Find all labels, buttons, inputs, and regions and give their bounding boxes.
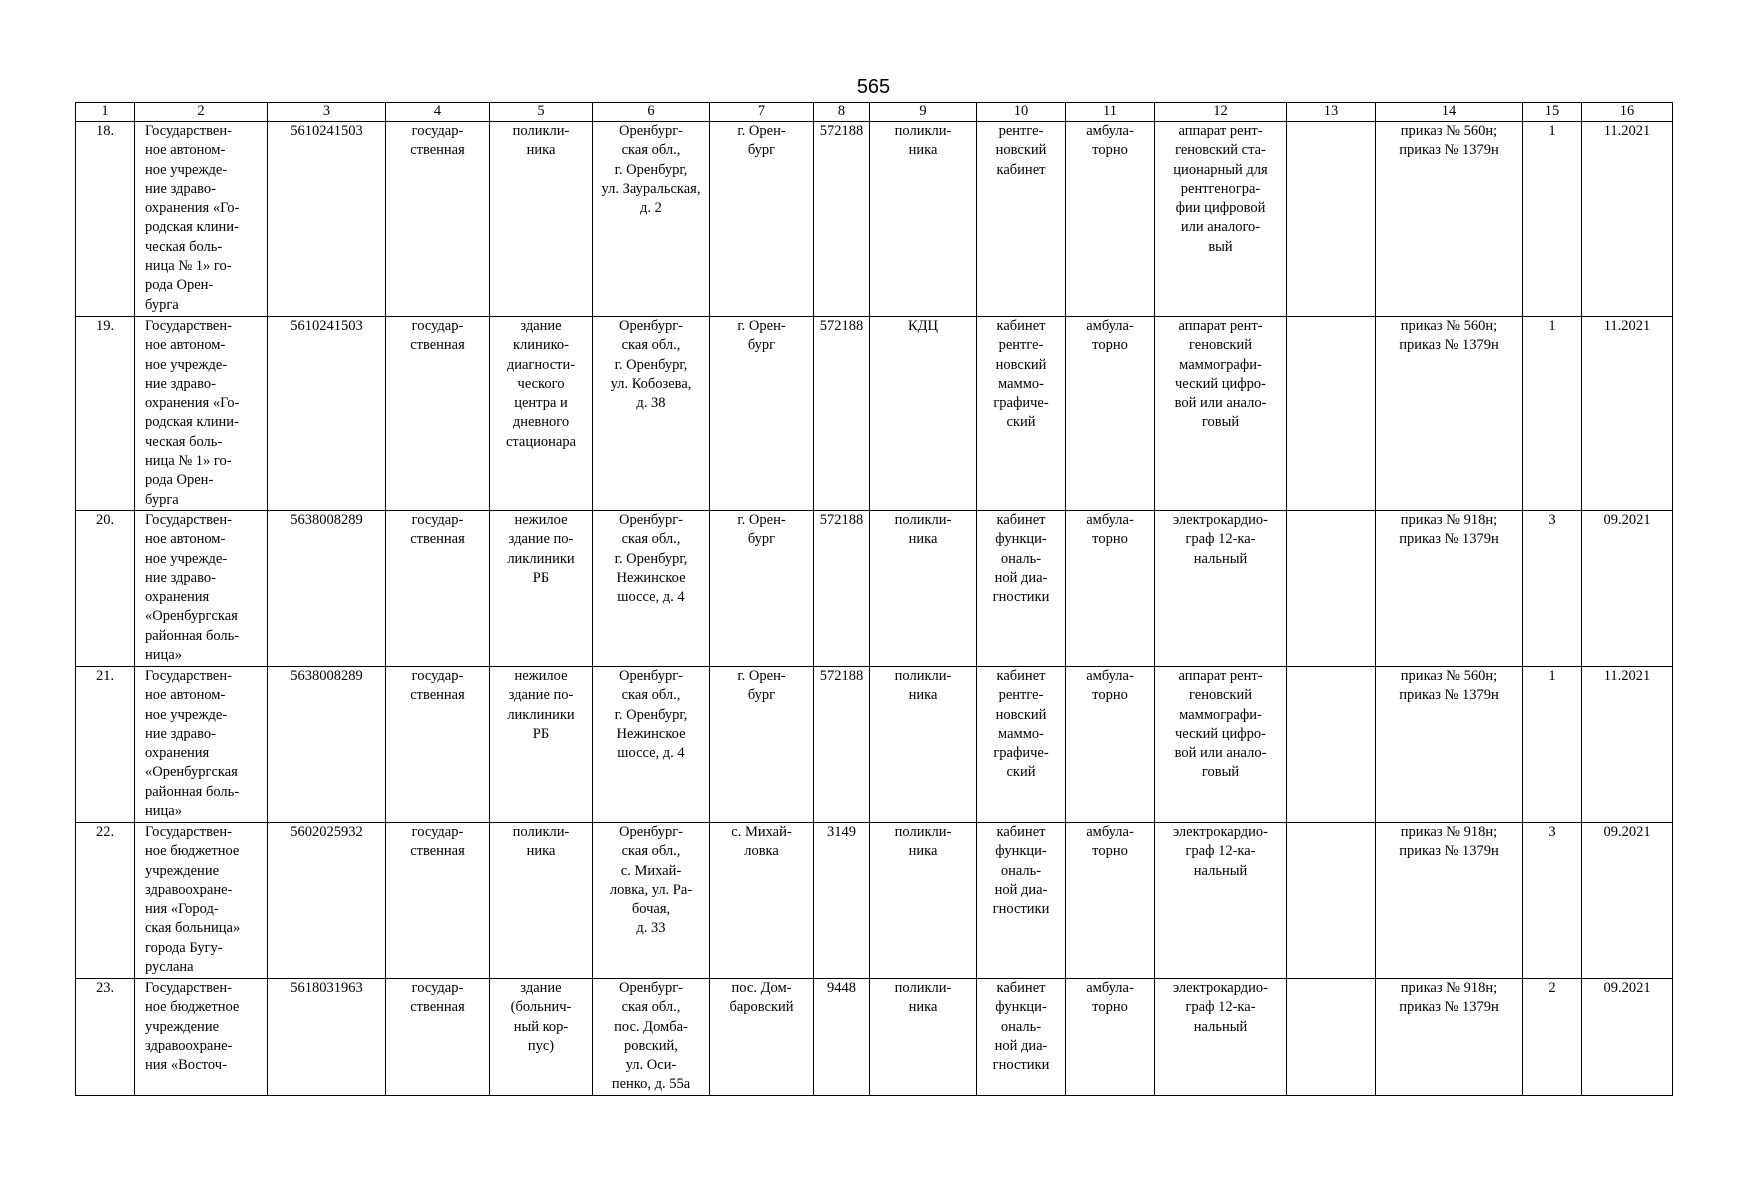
room: кабинет рентге- новский маммо- графиче- ский (977, 317, 1066, 511)
column-header: 9 (870, 103, 977, 122)
room: кабинет функци- ональ- ной диа- гностики (977, 511, 1066, 667)
settlement: пос. Дом- баровский (710, 979, 814, 1096)
building: нежилое здание по- ликлиники РБ (490, 511, 593, 667)
unit: КДЦ (870, 317, 977, 511)
column-header: 2 (135, 103, 268, 122)
settlement: г. Орен- бург (710, 667, 814, 823)
column-header: 13 (1287, 103, 1376, 122)
address: Оренбург- ская обл., с. Михай- ловка, ул. Ра- бочая, д. 33 (593, 823, 710, 979)
column-13-cell (1287, 667, 1376, 823)
unit: поликли- ника (870, 979, 977, 1096)
ownership: государ- ственная (386, 979, 490, 1096)
organization-name: Государствен- ное автоном- ное учрежде- ние здраво- охранения «Го- родская клини- ческая боль- ница № 1» го- рода Орен- бурга (135, 122, 268, 317)
date: 11.2021 (1582, 317, 1673, 511)
address: Оренбург- ская обл., г. Оренбург, ул. Зауральская, д. 2 (593, 122, 710, 317)
equipment: аппарат рент- геновский маммографи- ческий цифро- вой или анало- говый (1155, 667, 1287, 823)
table-row (76, 122, 1673, 317)
population: 572188 (814, 122, 870, 317)
organization-name: Государствен- ное бюджетное учреждение здравоохране- ния «Восточ- (135, 979, 268, 1096)
building: здание (больнич- ный кор- пус) (490, 979, 593, 1096)
quantity: 2 (1523, 979, 1582, 1096)
population: 572188 (814, 667, 870, 823)
building: поликли- ника (490, 122, 593, 317)
orders: приказ № 918н; приказ № 1379н (1376, 823, 1523, 979)
column-header: 12 (1155, 103, 1287, 122)
equipment: электрокардио- граф 12-ка- нальный (1155, 979, 1287, 1096)
settlement: г. Орен- бург (710, 511, 814, 667)
address: Оренбург- ская обл., г. Оренбург, Нежинское шоссе, д. 4 (593, 511, 710, 667)
room: кабинет рентге- новский маммо- графиче- ский (977, 667, 1066, 823)
column-header: 4 (386, 103, 490, 122)
address: Оренбург- ская обл., г. Оренбург, ул. Кобозева, д. 38 (593, 317, 710, 511)
ownership: государ- ственная (386, 667, 490, 823)
building: нежилое здание по- ликлиники РБ (490, 667, 593, 823)
equipment: аппарат рент- геновский ста- ционарный для рентгеногра- фии цифровой или аналого- вый (1155, 122, 1287, 317)
row-number: 20. (76, 511, 135, 667)
column-header: 6 (593, 103, 710, 122)
table-row (76, 511, 1673, 667)
population: 572188 (814, 317, 870, 511)
equipment-registry-table (75, 102, 1673, 1096)
population: 572188 (814, 511, 870, 667)
care-conditions: амбула- торно (1066, 979, 1155, 1096)
column-header: 15 (1523, 103, 1582, 122)
column-header: 10 (977, 103, 1066, 122)
settlement: с. Михай- ловка (710, 823, 814, 979)
orders: приказ № 918н; приказ № 1379н (1376, 511, 1523, 667)
inn: 5610241503 (268, 317, 386, 511)
unit: поликли- ника (870, 667, 977, 823)
settlement: г. Орен- бург (710, 317, 814, 511)
orders: приказ № 560н; приказ № 1379н (1376, 122, 1523, 317)
row-number: 19. (76, 317, 135, 511)
room: кабинет функци- ональ- ной диа- гностики (977, 823, 1066, 979)
column-header: 11 (1066, 103, 1155, 122)
date: 11.2021 (1582, 667, 1673, 823)
inn: 5638008289 (268, 511, 386, 667)
date: 09.2021 (1582, 511, 1673, 667)
date: 09.2021 (1582, 823, 1673, 979)
population: 9448 (814, 979, 870, 1096)
ownership: государ- ственная (386, 122, 490, 317)
table-row (76, 317, 1673, 511)
date: 09.2021 (1582, 979, 1673, 1096)
address: Оренбург- ская обл., г. Оренбург, Нежинское шоссе, д. 4 (593, 667, 710, 823)
row-number: 21. (76, 667, 135, 823)
equipment: электрокардио- граф 12-ка- нальный (1155, 823, 1287, 979)
ownership: государ- ственная (386, 511, 490, 667)
table-row (76, 823, 1673, 979)
column-13-cell (1287, 122, 1376, 317)
building: здание клинико- диагности- ческого центра и дневного стационара (490, 317, 593, 511)
unit: поликли- ника (870, 511, 977, 667)
care-conditions: амбула- торно (1066, 823, 1155, 979)
organization-name: Государствен- ное автоном- ное учрежде- ние здраво- охранения «Оренбургская районная боль- ница» (135, 511, 268, 667)
table-row (76, 979, 1673, 1096)
inn: 5610241503 (268, 122, 386, 317)
organization-name: Государствен- ное автоном- ное учрежде- ние здраво- охранения «Оренбургская районная боль- ница» (135, 667, 268, 823)
organization-name: Государствен- ное автоном- ное учрежде- ние здраво- охранения «Го- родская клини- ческая боль- ница № 1» го- рода Орен- бурга (135, 317, 268, 511)
date: 11.2021 (1582, 122, 1673, 317)
column-13-cell (1287, 511, 1376, 667)
ownership: государ- ственная (386, 317, 490, 511)
settlement: г. Орен- бург (710, 122, 814, 317)
care-conditions: амбула- торно (1066, 317, 1155, 511)
address: Оренбург- ская обл., пос. Домба- ровский, ул. Оси- пенко, д. 55а (593, 979, 710, 1096)
building: поликли- ника (490, 823, 593, 979)
column-header: 1 (76, 103, 135, 122)
unit: поликли- ника (870, 122, 977, 317)
equipment: электрокардио- граф 12-ка- нальный (1155, 511, 1287, 667)
orders: приказ № 918н; приказ № 1379н (1376, 979, 1523, 1096)
column-header: 7 (710, 103, 814, 122)
column-header: 16 (1582, 103, 1673, 122)
inn: 5618031963 (268, 979, 386, 1096)
page-number: 565 (856, 76, 891, 98)
column-13-cell (1287, 317, 1376, 511)
care-conditions: амбула- торно (1066, 511, 1155, 667)
inn: 5602025932 (268, 823, 386, 979)
column-header: 8 (814, 103, 870, 122)
organization-name: Государствен- ное бюджетное учреждение здравоохране- ния «Город- ская больница» города Бугу- руслана (135, 823, 268, 979)
column-header: 14 (1376, 103, 1523, 122)
orders: приказ № 560н; приказ № 1379н (1376, 317, 1523, 511)
quantity: 3 (1523, 511, 1582, 667)
column-13-cell (1287, 979, 1376, 1096)
table-row (76, 667, 1673, 823)
care-conditions: амбула- торно (1066, 122, 1155, 317)
ownership: государ- ственная (386, 823, 490, 979)
room: кабинет функци- ональ- ной диа- гностики (977, 979, 1066, 1096)
room: рентге- новский кабинет (977, 122, 1066, 317)
row-number: 18. (76, 122, 135, 317)
population: 3149 (814, 823, 870, 979)
care-conditions: амбула- торно (1066, 667, 1155, 823)
orders: приказ № 560н; приказ № 1379н (1376, 667, 1523, 823)
unit: поликли- ника (870, 823, 977, 979)
quantity: 3 (1523, 823, 1582, 979)
row-number: 22. (76, 823, 135, 979)
quantity: 1 (1523, 667, 1582, 823)
quantity: 1 (1523, 122, 1582, 317)
column-header: 3 (268, 103, 386, 122)
inn: 5638008289 (268, 667, 386, 823)
row-number: 23. (76, 979, 135, 1096)
column-13-cell (1287, 823, 1376, 979)
equipment: аппарат рент- геновский маммографи- ческий цифро- вой или анало- говый (1155, 317, 1287, 511)
column-number-row (76, 103, 1673, 122)
column-header: 5 (490, 103, 593, 122)
quantity: 1 (1523, 317, 1582, 511)
